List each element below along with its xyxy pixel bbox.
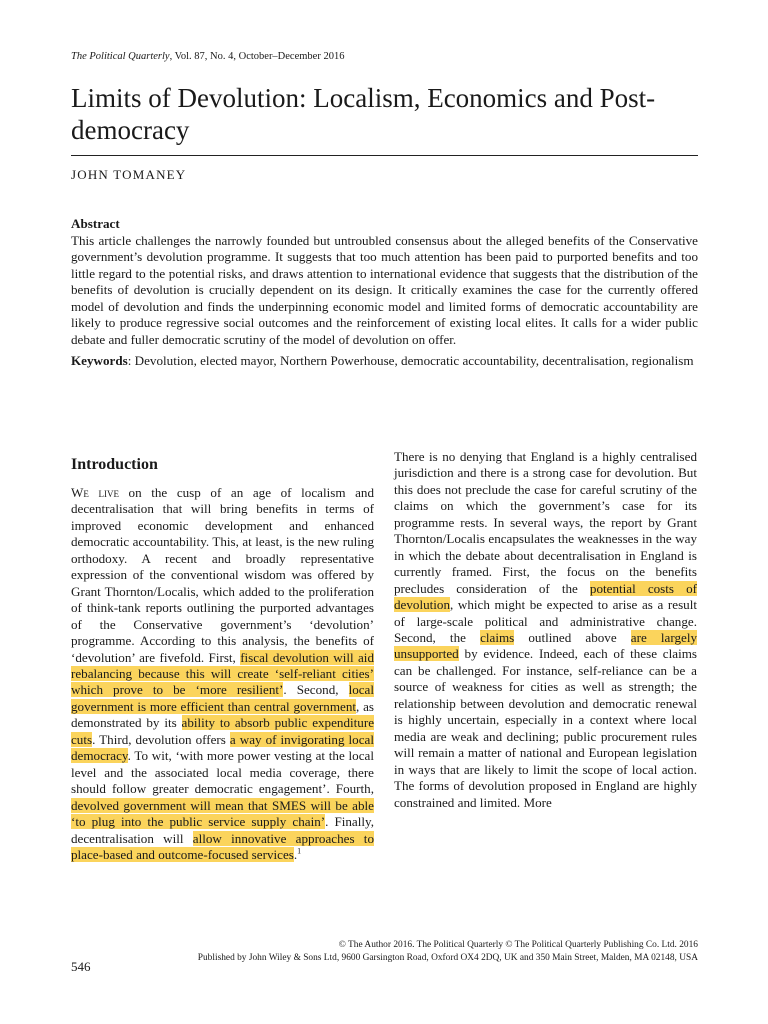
abstract-section: [71, 216, 698, 370]
abstract-heading: Abstract: [71, 216, 120, 231]
highlight: ability to absorb public expenditure cuts: [71, 715, 375, 747]
journal-issue-details: , Vol. 87, No. 4, October–December 2016: [169, 51, 345, 62]
publisher-line-row: [71, 952, 698, 974]
journal-name: The Political Quarterly: [71, 51, 170, 62]
copyright-line: © The Author 2016. The Political Quarterly © The Political Quarterly Publishing Co. Ltd. 2016: [338, 940, 698, 950]
journal-reference: [71, 50, 344, 64]
keywords-list: : Devolution, elected mayor, Northern Powerhouse, democratic accountability, decentralisation, regionalism: [127, 353, 694, 368]
text-run: . To wit, ‘with more power vesting at the local level and the associated local media coverage, there should follow greater democratic engagement’. Fourth,: [71, 748, 374, 797]
article-title: Limits of Devolution: Localism, Economics and Post-democracy: [71, 83, 656, 145]
highlight: fiscal devolution will aid rebalancing because this will create ‘self-reliant cities’ which prove to be ‘more resilient’: [71, 649, 374, 698]
left-column: [71, 455, 374, 863]
abstract-text: This article challenges the narrowly founded but untroubled consensus about the alleged benefits of the Conservative government’s devolution programme. It suggests that too much attention has been paid to purported benefits and too little regard to the potential risks, and draws attention to international evidence that suggests that the distribution of the benefits of devolution is crucially dependent on its design. It critically examines the case for the currently offered model of devolution and finds the underpinning economic model and limited forms of democratic accountability are likely to produce regressive social outcomes and the reinforcement of existing local elites. It calls for a wider public debate and fuller democratic scrutiny of the model of devolution on offer.: [71, 232, 698, 347]
text-run: , which might be expected to arise as a result of large-scale political and administrative change. Second, the: [394, 597, 697, 645]
text-run: There is no denying that England is a highly centralised jurisdiction and there is a strong case for devolution. But this does not preclude the case for careful scrutiny of the claims on which the government’s case for its programme rests. In several ways, the report by Grant Thornton/Localis encapsulates the weaknesses in the way in which the debate about decentralisation in England is currently framed. First, the focus on the benefits precludes consideration of the: [394, 449, 697, 596]
text-run: on the cusp of an age of localism and decentralisation that will bring benefits in terms of improved economic development and enhanced democratic accountability. This, at least, is the new ruling orthodoxy. A recent and broadly representative expression of the conventional wisdom was offered by Grant Thornton/Localis, which added to the proliferation of think-tank reports outlining the purported advantages of the Conservative government’s ‘devolution’ programme. According to this analysis, the benefits of ‘devolution’ are fivefold. First,: [71, 485, 375, 665]
highlight: devolved government will mean that SMES will be able ‘to plug into the public service supply chain’: [71, 797, 374, 830]
text-run: . Third, devolution offers: [92, 731, 230, 747]
highlight: claims: [480, 629, 515, 645]
highlight: potential costs of devolution: [394, 580, 697, 613]
text-run: by evidence. Indeed, each of these claims can be challenged. For instance, self-reliance can be a source of weakness for cities as well as strength; the relationship between devolution and democratic renewal is highly uncertain, especially in a context where local media are weak and declining; public procurement rules will remain a matter of national and European legislation in ways that are likely to limit the scope of local action. The forms of devolution proposed in England are highly constrained and limited. More: [394, 646, 697, 810]
section-heading-introduction: Introduction: [71, 456, 158, 473]
publisher-line: Published by John Wiley & Sons Ltd, 9600 Garsington Road, Oxford OX4 2DQ, UK and 350 Main Street, Malden, MA 02148, USA: [197, 953, 698, 963]
text-run: .: [293, 846, 298, 862]
text-run: , as demonstrated by its: [71, 698, 374, 731]
author-name: JOHN TOMANEY: [71, 167, 187, 182]
highlight: local government is more efficient than central government: [71, 682, 375, 714]
footnote-marker[interactable]: 1: [297, 846, 302, 856]
page-number: 546: [71, 959, 91, 974]
highlight: a way of invigorating local democracy: [71, 731, 374, 764]
highlight: are largely unsupported: [394, 629, 697, 662]
title-divider: [71, 155, 698, 156]
intro-paragraph-1: [71, 485, 374, 863]
text-run: . Finally, decentralisation will: [71, 814, 374, 846]
keywords: [71, 353, 698, 370]
lead-in: We live: [71, 485, 119, 500]
highlight: allow innovative approaches to place-based and outcome-focused services: [71, 830, 374, 862]
text-run: . Second,: [283, 682, 349, 698]
text-run: outlined above: [514, 629, 631, 645]
keywords-label: Keywords: [71, 353, 128, 368]
intro-paragraph-2: [394, 449, 697, 811]
page-footer: [71, 939, 698, 974]
right-column: [394, 449, 697, 811]
